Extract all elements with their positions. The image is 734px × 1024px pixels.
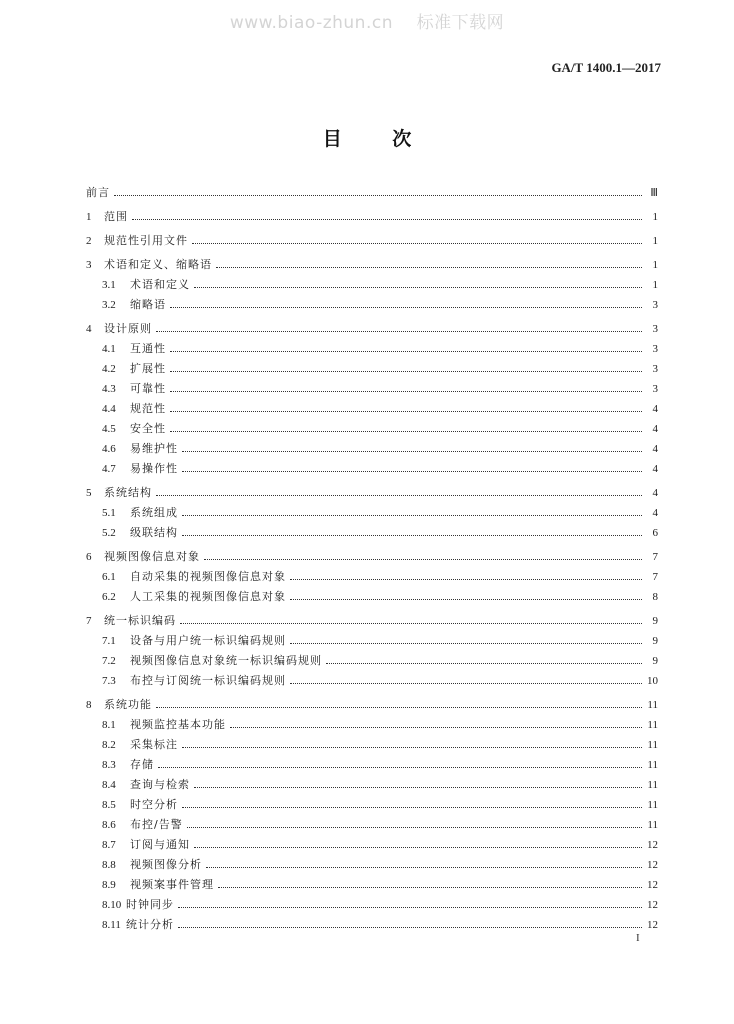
toc-entry-number: 5.2 xyxy=(102,527,116,539)
toc-entry-page: 11 xyxy=(647,739,658,751)
toc-entry-title: 存储 xyxy=(130,758,154,771)
toc-entry-page: 1 xyxy=(652,259,658,271)
toc-entry[interactable] xyxy=(86,648,658,668)
toc-entry-page: 6 xyxy=(652,527,658,539)
toc-entry-title: 设备与用户统一标识编码规则 xyxy=(130,634,286,647)
dot-leader xyxy=(182,471,642,472)
dot-leader xyxy=(326,663,642,664)
toc-entry-title: 视频案事件管理 xyxy=(130,878,214,891)
dot-leader xyxy=(158,767,642,768)
toc-entry-number: 4.4 xyxy=(102,403,116,415)
toc-entry-page: 9 xyxy=(652,615,658,627)
toc-entry-page: Ⅲ xyxy=(650,187,658,199)
dot-leader xyxy=(216,267,642,268)
toc-entry[interactable] xyxy=(86,732,658,752)
toc-entry-title: 时钟同步 xyxy=(126,898,174,911)
standard-code: GA/T 1400.1—2017 xyxy=(551,60,661,75)
toc-entry-number: 7.3 xyxy=(102,675,116,687)
toc-entry[interactable] xyxy=(86,292,658,312)
toc-entry-number: 8.4 xyxy=(102,779,116,791)
toc-entry[interactable] xyxy=(86,608,658,628)
toc-entry-number: 6 xyxy=(86,551,92,563)
toc-entry-title: 视频图像信息对象统一标识编码规则 xyxy=(130,654,322,667)
dot-leader xyxy=(132,219,642,220)
toc-entry[interactable] xyxy=(86,584,658,604)
toc-entry-title: 时空分析 xyxy=(130,798,178,811)
toc-entry-number: 3 xyxy=(86,259,92,271)
toc-entry-title: 术语和定义 xyxy=(130,278,190,291)
toc-entry-page: 3 xyxy=(652,343,658,355)
toc-entry-page: 7 xyxy=(652,571,658,583)
dot-leader xyxy=(178,927,642,928)
toc-entry-title: 互通性 xyxy=(130,342,166,355)
toc-entry[interactable] xyxy=(86,564,658,584)
dot-leader xyxy=(290,643,642,644)
toc-entry-page: 4 xyxy=(652,487,658,499)
toc-entry-number: 7.1 xyxy=(102,635,116,647)
toc-entry-page: 11 xyxy=(647,819,658,831)
toc-entry-page: 11 xyxy=(647,799,658,811)
toc-entry-title: 可靠性 xyxy=(130,382,166,395)
toc-entry-title: 查询与检索 xyxy=(130,778,190,791)
toc-entry[interactable] xyxy=(86,480,658,500)
dot-leader xyxy=(187,827,642,828)
toc-entry[interactable] xyxy=(86,668,658,688)
toc-entry-number: 4 xyxy=(86,323,92,335)
toc-entry[interactable] xyxy=(86,628,658,648)
toc-entry-title: 系统组成 xyxy=(130,506,178,519)
toc-entry-title: 布控与订阅统一标识编码规则 xyxy=(130,674,286,687)
toc-entry-title: 术语和定义、缩略语 xyxy=(104,258,212,271)
toc-entry-page: 4 xyxy=(652,507,658,519)
toc-entry[interactable] xyxy=(86,500,658,520)
toc-entry-number: 8.9 xyxy=(102,879,116,891)
toc-entry-title: 安全性 xyxy=(130,422,166,435)
toc-entry-number: 3.1 xyxy=(102,279,116,291)
toc-entry-title: 系统功能 xyxy=(104,698,152,711)
toc-entry-number: 8.11 xyxy=(102,919,121,931)
dot-leader xyxy=(156,331,642,332)
toc-heading: 目 次 xyxy=(322,128,434,150)
toc-entry-number: 4.5 xyxy=(102,423,116,435)
dot-leader xyxy=(182,515,642,516)
toc-entry-page: 3 xyxy=(652,323,658,335)
dot-leader xyxy=(218,887,642,888)
dot-leader xyxy=(182,747,642,748)
toc-entry-number: 8.8 xyxy=(102,859,116,871)
dot-leader xyxy=(156,495,642,496)
dot-leader xyxy=(290,683,642,684)
toc-entry-page: 1 xyxy=(652,279,658,291)
dot-leader xyxy=(290,599,642,600)
toc-entry-number: 8 xyxy=(86,699,92,711)
toc-entry[interactable] xyxy=(86,316,658,336)
toc-entry-title: 前言 xyxy=(86,186,110,199)
toc-entry-number: 6.2 xyxy=(102,591,116,603)
toc-entry[interactable] xyxy=(86,852,658,872)
toc-entry-page: 3 xyxy=(652,383,658,395)
dot-leader xyxy=(230,727,642,728)
dot-leader xyxy=(178,907,642,908)
toc-entry-title: 统计分析 xyxy=(126,918,174,931)
toc-entry-title: 视频图像信息对象 xyxy=(104,550,200,563)
toc-entry-number: 8.10 xyxy=(102,899,122,911)
toc-entry-page: 9 xyxy=(652,655,658,667)
toc-entry[interactable] xyxy=(86,544,658,564)
toc-entry-number: 4.7 xyxy=(102,463,116,475)
toc-entry-title: 统一标识编码 xyxy=(104,614,176,627)
toc-entry-title: 级联结构 xyxy=(130,526,178,539)
toc-entry[interactable] xyxy=(86,436,658,456)
dot-leader xyxy=(170,411,642,412)
toc-entry-page: 4 xyxy=(652,403,658,415)
toc-entry-page: 12 xyxy=(647,839,658,851)
toc-entry-number: 6.1 xyxy=(102,571,116,583)
page-number: I xyxy=(636,932,640,944)
toc-entry-page: 12 xyxy=(647,919,658,931)
toc-entry[interactable] xyxy=(86,872,658,892)
toc-entry-number: 3.2 xyxy=(102,299,116,311)
dot-leader xyxy=(170,351,642,352)
toc-entry-page: 4 xyxy=(652,443,658,455)
toc-entry-page: 12 xyxy=(647,899,658,911)
toc-entry[interactable] xyxy=(86,204,658,224)
toc-entry-title: 设计原则 xyxy=(104,322,152,335)
toc-entry-page: 4 xyxy=(652,463,658,475)
toc-entry[interactable] xyxy=(86,520,658,540)
toc-entry-number: 8.7 xyxy=(102,839,116,851)
toc-entry-title: 布控/告警 xyxy=(130,818,183,831)
dot-leader xyxy=(170,371,642,372)
toc-entry-page: 12 xyxy=(647,879,658,891)
toc-entry-title: 易操作性 xyxy=(130,462,178,475)
watermark-text: www.biao-zhun.cn 标准下载网 xyxy=(229,13,505,33)
toc-entry-number: 4.3 xyxy=(102,383,116,395)
dot-leader xyxy=(180,623,642,624)
toc-entry-title: 系统结构 xyxy=(104,486,152,499)
toc-entry-number: 7 xyxy=(86,615,92,627)
toc-entry-title: 自动采集的视频图像信息对象 xyxy=(130,570,286,583)
toc-entry-page: 7 xyxy=(652,551,658,563)
toc-entry-page: 3 xyxy=(652,299,658,311)
toc-entry-page: 9 xyxy=(652,635,658,647)
dot-leader xyxy=(192,243,642,244)
toc-entry-title: 订阅与通知 xyxy=(130,838,190,851)
dot-leader xyxy=(204,559,642,560)
toc-entry-title: 范围 xyxy=(104,210,128,223)
toc-entry-page: 12 xyxy=(647,859,658,871)
toc-entry-title: 规范性引用文件 xyxy=(104,234,188,247)
toc-entry[interactable] xyxy=(86,912,658,932)
toc-entry-number: 8.2 xyxy=(102,739,116,751)
dot-leader xyxy=(170,307,642,308)
dot-leader xyxy=(194,847,642,848)
toc-entry[interactable] xyxy=(86,832,658,852)
toc-entry[interactable] xyxy=(86,692,658,712)
toc-entry-title: 易维护性 xyxy=(130,442,178,455)
toc-entry-page: 10 xyxy=(647,675,658,687)
toc-entry-number: 4.1 xyxy=(102,343,116,355)
toc-entry-number: 4.2 xyxy=(102,363,116,375)
toc-entry-title: 人工采集的视频图像信息对象 xyxy=(130,590,286,603)
toc-entry-number: 2 xyxy=(86,235,92,247)
toc-entry[interactable] xyxy=(86,416,658,436)
toc-entry-number: 8.5 xyxy=(102,799,116,811)
toc-entry-title: 规范性 xyxy=(130,402,166,415)
toc-entry[interactable] xyxy=(86,376,658,396)
toc-entry-number: 5.1 xyxy=(102,507,116,519)
toc-entry-page: 1 xyxy=(652,211,658,223)
toc-entry-page: 4 xyxy=(652,423,658,435)
toc-entry-title: 视频监控基本功能 xyxy=(130,718,226,731)
dot-leader xyxy=(114,195,642,196)
toc-entry-number: 8.6 xyxy=(102,819,116,831)
toc-entry[interactable] xyxy=(86,336,658,356)
toc-entry-page: 1 xyxy=(652,235,658,247)
dot-leader xyxy=(194,787,642,788)
toc-entry[interactable] xyxy=(86,252,658,272)
toc-entry[interactable] xyxy=(86,772,658,792)
toc-entry-title: 缩略语 xyxy=(130,298,166,311)
dot-leader xyxy=(182,807,642,808)
toc-entry-page: 11 xyxy=(647,719,658,731)
toc-entry-number: 5 xyxy=(86,487,92,499)
toc-entry-page: 8 xyxy=(652,591,658,603)
toc-entry[interactable] xyxy=(86,456,658,476)
toc-entry-title: 视频图像分析 xyxy=(130,858,202,871)
dot-leader xyxy=(170,431,642,432)
toc-entry[interactable] xyxy=(86,272,658,292)
toc-entry[interactable] xyxy=(86,792,658,812)
toc-entry[interactable] xyxy=(86,752,658,772)
dot-leader xyxy=(194,287,642,288)
toc-entry-number: 7.2 xyxy=(102,655,116,667)
dot-leader xyxy=(182,451,642,452)
table-of-contents xyxy=(86,180,658,932)
toc-entry[interactable] xyxy=(86,396,658,416)
dot-leader xyxy=(156,707,642,708)
toc-entry-page: 3 xyxy=(652,363,658,375)
toc-entry[interactable] xyxy=(86,812,658,832)
dot-leader xyxy=(170,391,642,392)
dot-leader xyxy=(206,867,642,868)
dot-leader xyxy=(182,535,642,536)
toc-entry[interactable] xyxy=(86,712,658,732)
toc-entry-number: 4.6 xyxy=(102,443,116,455)
toc-entry-number: 8.1 xyxy=(102,719,116,731)
dot-leader xyxy=(290,579,642,580)
toc-entry-number: 1 xyxy=(86,211,92,223)
toc-entry[interactable] xyxy=(86,180,658,200)
toc-entry[interactable] xyxy=(86,356,658,376)
toc-entry-title: 采集标注 xyxy=(130,738,178,751)
toc-entry-page: 11 xyxy=(647,779,658,791)
toc-entry-page: 11 xyxy=(647,699,658,711)
toc-entry-title: 扩展性 xyxy=(130,362,166,375)
toc-entry[interactable] xyxy=(86,892,658,912)
toc-entry-page: 11 xyxy=(647,759,658,771)
toc-entry-number: 8.3 xyxy=(102,759,116,771)
toc-entry[interactable] xyxy=(86,228,658,248)
